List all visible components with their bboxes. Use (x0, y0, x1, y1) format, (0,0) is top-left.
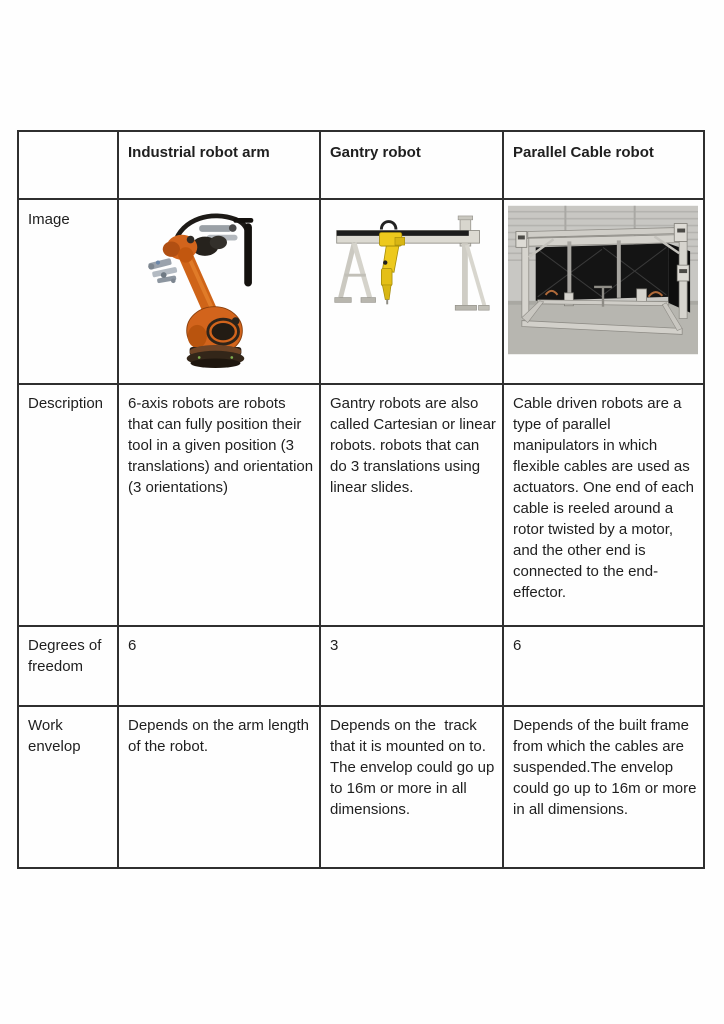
parallel-cable-robot-image (508, 205, 698, 355)
cell-work-envelop-industrial: Depends on the arm length of the robot. (118, 706, 320, 868)
cell-dof-parallel-cable: 6 (503, 626, 704, 706)
cell-image-parallel-cable (503, 199, 704, 384)
gantry-robot-image (325, 214, 497, 316)
cell-work-envelop-gantry: Depends on the track that it is mounted on to. The envelop could go up to 16m or more in all dimensions. (320, 706, 503, 868)
cell-description-industrial: 6-axis robots are robots that can fully position their tool in a given position (3 translations) and orientation (3 orientations) (118, 384, 320, 626)
table-row-degrees-of-freedom (18, 626, 704, 706)
header-industrial-robot-arm: Industrial robot arm (118, 131, 320, 199)
table-row-work-envelop (18, 706, 704, 868)
cell-dof-industrial: 6 (118, 626, 320, 706)
cell-description-gantry: Gantry robots are also called Cartesian or linear robots. robots that can do 3 translations using linear slides. (320, 384, 503, 626)
row-label-image: Image (18, 199, 118, 384)
row-label-description: Description (18, 384, 118, 626)
industrial-robot-arm-image (141, 206, 266, 369)
table-row-image (18, 199, 704, 384)
cell-image-gantry (320, 199, 503, 384)
cell-work-envelop-parallel-cable: Depends of the built frame from which the cables are suspended.The envelop could go up to 16m or more in all dimensions. (503, 706, 704, 868)
row-label-work-envelop: Work envelop (18, 706, 118, 868)
cell-description-parallel-cable: Cable driven robots are a type of parallel manipulators in which flexible cables are used as actuators. One end of each cable is reeled around a rotor twisted by a motor, and the other end is connected to the end-effector. (503, 384, 704, 626)
cell-dof-gantry: 3 (320, 626, 503, 706)
header-empty-cell (18, 131, 118, 199)
robot-comparison-table (17, 130, 705, 869)
table-header-row (18, 131, 704, 199)
cell-image-industrial (118, 199, 320, 384)
table-row-description (18, 384, 704, 626)
header-parallel-cable-robot: Parallel Cable robot (503, 131, 704, 199)
row-label-degrees-of-freedom: Degrees of freedom (18, 626, 118, 706)
header-gantry-robot: Gantry robot (320, 131, 503, 199)
